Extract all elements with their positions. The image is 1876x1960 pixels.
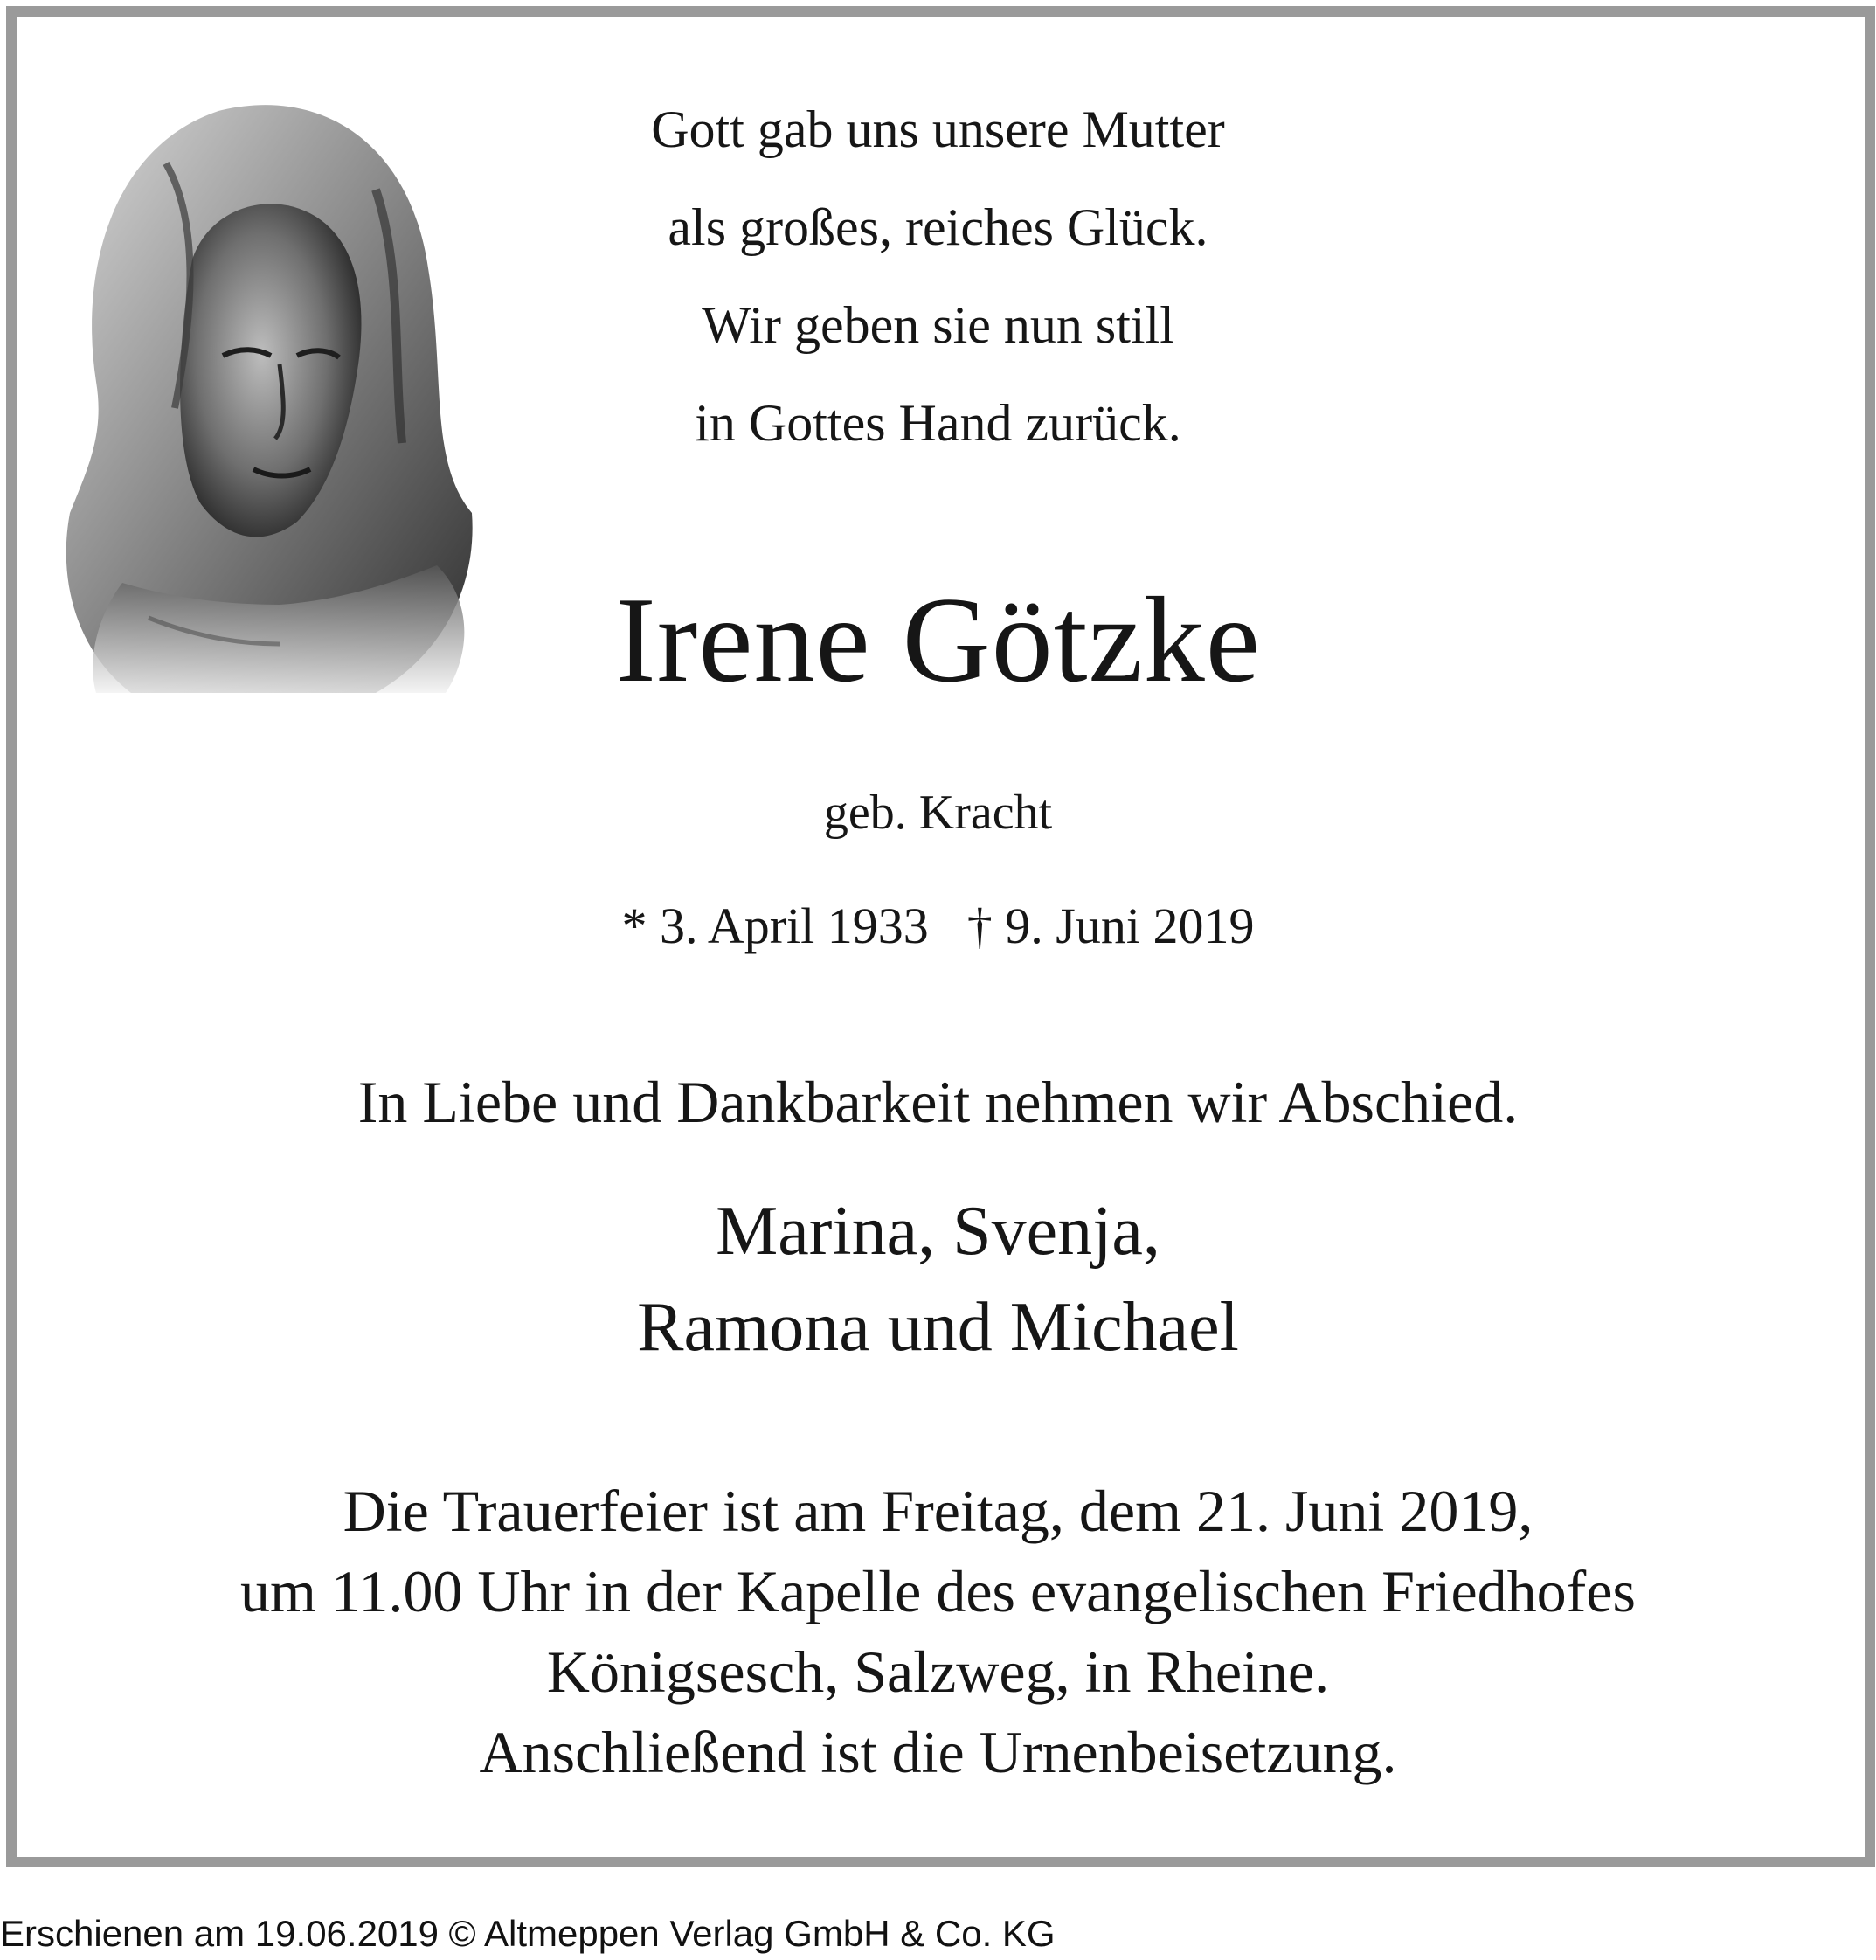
deceased-name: Irene Götzke bbox=[615, 572, 1261, 708]
ceremony-line: Königsesch, Salzweg, in Rheine. bbox=[546, 1638, 1330, 1705]
publication-footer: Erschienen am 19.06.2019 © Altmeppen Verlag GmbH & Co. KG bbox=[0, 1913, 1056, 1954]
family-names bbox=[0, 1183, 1876, 1375]
birth-date: * 3. April 1933 bbox=[621, 897, 929, 954]
farewell-text: In Liebe und Dankbarkeit nehmen wir Abschied. bbox=[357, 1069, 1519, 1135]
death-date: † 9. Juni 2019 bbox=[966, 897, 1255, 954]
verse-line: Gott gab uns unsere Mutter bbox=[651, 100, 1225, 158]
verse-line: Wir geben sie nun still bbox=[702, 296, 1174, 354]
life-dates bbox=[0, 893, 1876, 959]
family-line: Marina, Svenja, bbox=[716, 1193, 1160, 1270]
ceremony-line: Anschließend ist die Urnenbeisetzung. bbox=[479, 1719, 1397, 1785]
verse bbox=[0, 80, 1876, 472]
ceremony-details bbox=[0, 1471, 1876, 1792]
maiden-name: geb. Kracht bbox=[823, 786, 1053, 840]
verse-line: als großes, reiches Glück. bbox=[668, 198, 1208, 256]
family-line: Ramona und Michael bbox=[637, 1289, 1239, 1366]
verse-line: in Gottes Hand zurück. bbox=[695, 394, 1181, 452]
ceremony-line: um 11.00 Uhr in der Kapelle des evangelischen Friedhofes bbox=[240, 1558, 1636, 1624]
ceremony-line: Die Trauerfeier ist am Freitag, dem 21. Juni 2019, bbox=[343, 1478, 1533, 1544]
